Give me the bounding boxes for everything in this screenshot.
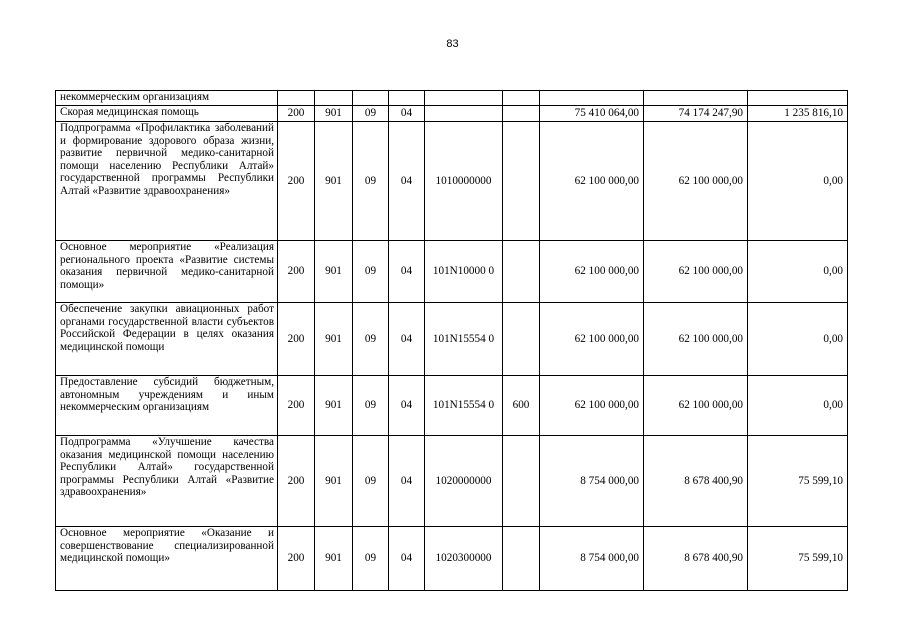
cell-code-6: [503, 241, 540, 303]
table-row: [56, 91, 848, 106]
cell-code-6: [503, 436, 540, 527]
cell-value-1: 75 410 064,00: [540, 106, 644, 122]
cell-code-2: 901: [315, 106, 353, 122]
cell-code-6: [503, 106, 540, 122]
cell-code-1: 200: [278, 122, 315, 241]
row-name: Подпрограмма «Улучшение качества оказания медицинской помощи населению Республики Алтай» государственной программы Республики Алтай «Развитие здравоохранения»: [56, 436, 278, 527]
row-name: Основное мероприятие «Реализация регионального проекта «Развитие системы оказания первичной медико-санитарной помощи»: [56, 241, 278, 303]
cell-value-3: 1 235 816,10: [748, 106, 848, 122]
cell-value-1: 62 100 000,00: [540, 376, 644, 436]
table-row: [56, 527, 848, 591]
cell-value-2: 62 100 000,00: [644, 376, 748, 436]
cell-code-5: 101N15554 0: [425, 376, 503, 436]
cell-value-3: [748, 91, 848, 106]
table-row: [56, 241, 848, 303]
cell-code-6: [503, 303, 540, 376]
cell-value-3: 0,00: [748, 241, 848, 303]
cell-code-6: [503, 122, 540, 241]
cell-value-3: 0,00: [748, 303, 848, 376]
cell-code-5: [425, 91, 503, 106]
cell-value-3: 0,00: [748, 376, 848, 436]
cell-code-6: 600: [503, 376, 540, 436]
cell-code-2: 901: [315, 376, 353, 436]
row-name: некоммерческим организациям: [56, 91, 278, 106]
cell-value-2: 74 174 247,90: [644, 106, 748, 122]
table-row: [56, 122, 848, 241]
cell-value-1: 8 754 000,00: [540, 527, 644, 591]
cell-code-5: [425, 106, 503, 122]
cell-value-1: [540, 91, 644, 106]
cell-code-3: 09: [353, 106, 389, 122]
page-number: 83: [446, 38, 459, 50]
cell-code-3: 09: [353, 122, 389, 241]
cell-value-1: 62 100 000,00: [540, 241, 644, 303]
table-row: [56, 303, 848, 376]
row-name: Обеспечение закупки авиационных работ органами государственной власти субъектов Российской Федерации в целях оказания медицинской помощи: [56, 303, 278, 376]
cell-value-3: 75 599,10: [748, 527, 848, 591]
cell-code-2: 901: [315, 241, 353, 303]
cell-code-1: [278, 91, 315, 106]
cell-code-5: 101N10000 0: [425, 241, 503, 303]
cell-code-6: [503, 527, 540, 591]
cell-value-1: 62 100 000,00: [540, 122, 644, 241]
cell-code-3: 09: [353, 436, 389, 527]
cell-code-4: 04: [389, 241, 425, 303]
cell-code-3: 09: [353, 241, 389, 303]
cell-code-2: 901: [315, 436, 353, 527]
row-name: Скорая медицинская помощь: [56, 106, 278, 122]
cell-code-2: 901: [315, 303, 353, 376]
cell-code-3: 09: [353, 527, 389, 591]
cell-value-2: 8 678 400,90: [644, 527, 748, 591]
cell-value-2: 62 100 000,00: [644, 241, 748, 303]
cell-code-1: 200: [278, 241, 315, 303]
cell-code-4: [389, 91, 425, 106]
cell-value-1: 62 100 000,00: [540, 303, 644, 376]
cell-value-1: 8 754 000,00: [540, 436, 644, 527]
cell-code-5: 1020000000: [425, 436, 503, 527]
cell-value-3: 75 599,10: [748, 436, 848, 527]
cell-value-2: 62 100 000,00: [644, 303, 748, 376]
cell-value-3: 0,00: [748, 122, 848, 241]
cell-code-4: 04: [389, 376, 425, 436]
cell-code-1: 200: [278, 436, 315, 527]
cell-code-1: 200: [278, 106, 315, 122]
cell-value-2: [644, 91, 748, 106]
cell-code-1: 200: [278, 527, 315, 591]
row-name: Подпрограмма «Профилактика заболеваний и формирование здорового образа жизни, развитие первичной медико-санитарной помощи населению Республики Алтай» государственной программы Республики Алтай «Развитие здравоохранения»: [56, 122, 278, 241]
cell-code-3: 09: [353, 303, 389, 376]
cell-value-2: 8 678 400,90: [644, 436, 748, 527]
cell-code-2: 901: [315, 527, 353, 591]
cell-code-1: 200: [278, 376, 315, 436]
cell-code-4: 04: [389, 527, 425, 591]
cell-code-2: 901: [315, 122, 353, 241]
cell-code-4: 04: [389, 303, 425, 376]
cell-code-4: 04: [389, 122, 425, 241]
cell-code-3: 09: [353, 376, 389, 436]
cell-code-3: [353, 91, 389, 106]
cell-code-1: 200: [278, 303, 315, 376]
table-row: [56, 436, 848, 527]
cell-code-5: 1020300000: [425, 527, 503, 591]
table-row: [56, 376, 848, 436]
cell-code-2: [315, 91, 353, 106]
cell-code-5: 101N15554 0: [425, 303, 503, 376]
row-name: Предоставление субсидий бюджетным, автономным учреждениям и иным некоммерческим организациям: [56, 376, 278, 436]
budget-table: [55, 90, 848, 591]
cell-code-5: 1010000000: [425, 122, 503, 241]
cell-value-2: 62 100 000,00: [644, 122, 748, 241]
table-row: [56, 106, 848, 122]
cell-code-4: 04: [389, 436, 425, 527]
cell-code-6: [503, 91, 540, 106]
cell-code-4: 04: [389, 106, 425, 122]
row-name: Основное мероприятие «Оказание и совершенствование специализированной медицинской помощи»: [56, 527, 278, 591]
